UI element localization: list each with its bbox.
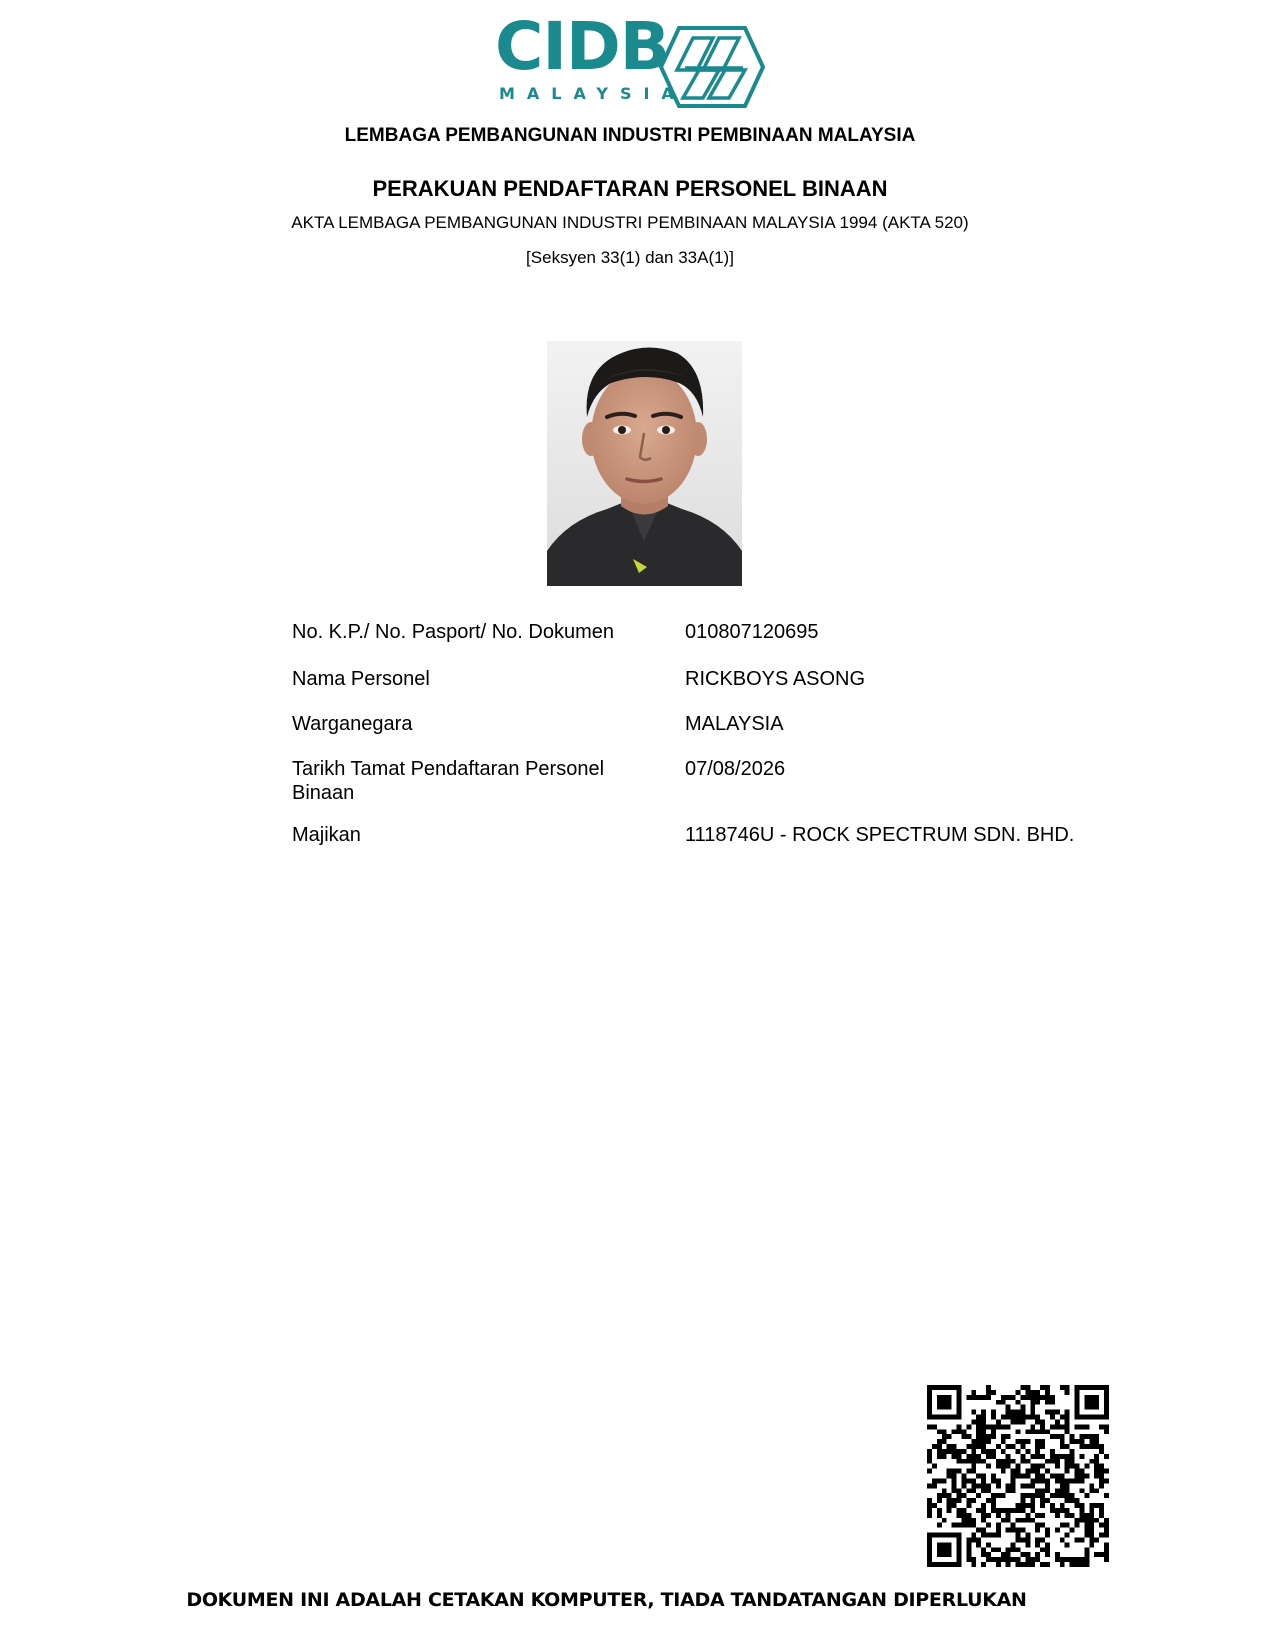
info-label: Nama Personel — [292, 668, 430, 690]
info-label: Tarikh Tamat Pendaftaran Personel Binaan — [292, 758, 605, 804]
act-reference: AKTA LEMBAGA PEMBANGUNAN INDUSTRI PEMBINAAN MALAYSIA 1994 (AKTA 520) — [291, 213, 969, 232]
info-label: Majikan — [292, 824, 361, 846]
info-value: RICKBOYS ASONG — [685, 668, 866, 690]
computer-print-notice: DOKUMEN INI ADALAH CETAKAN KOMPUTER, TIADA TANDATANGAN DIPERLUKAN — [186, 1589, 1027, 1611]
info-label: Warganegara — [292, 713, 413, 735]
logo-text: CIDB — [495, 8, 670, 85]
info-label: No. K.P./ No. Pasport/ No. Dokumen — [292, 621, 615, 643]
section-reference: [Seksyen 33(1) dan 33A(1)] — [526, 248, 734, 267]
info-value: 07/08/2026 — [685, 758, 786, 780]
cidb-emblem-icon — [657, 24, 765, 110]
person-photo-icon — [547, 341, 742, 586]
cidb-logo — [495, 8, 765, 112]
logo-subtext: MALAYSIA — [499, 84, 686, 103]
certificate-title: PERAKUAN PENDAFTARAN PERSONEL BINAAN — [372, 176, 888, 201]
info-value: 010807120695 — [685, 621, 819, 643]
personnel-photo — [547, 341, 742, 586]
organization-name: LEMBAGA PEMBANGUNAN INDUSTRI PEMBINAAN MALAYSIA — [344, 125, 916, 146]
info-value: 1118746U - ROCK SPECTRUM SDN. BHD. — [685, 824, 1075, 846]
info-value: MALAYSIA — [685, 713, 784, 735]
qr-code-icon — [927, 1385, 1109, 1567]
